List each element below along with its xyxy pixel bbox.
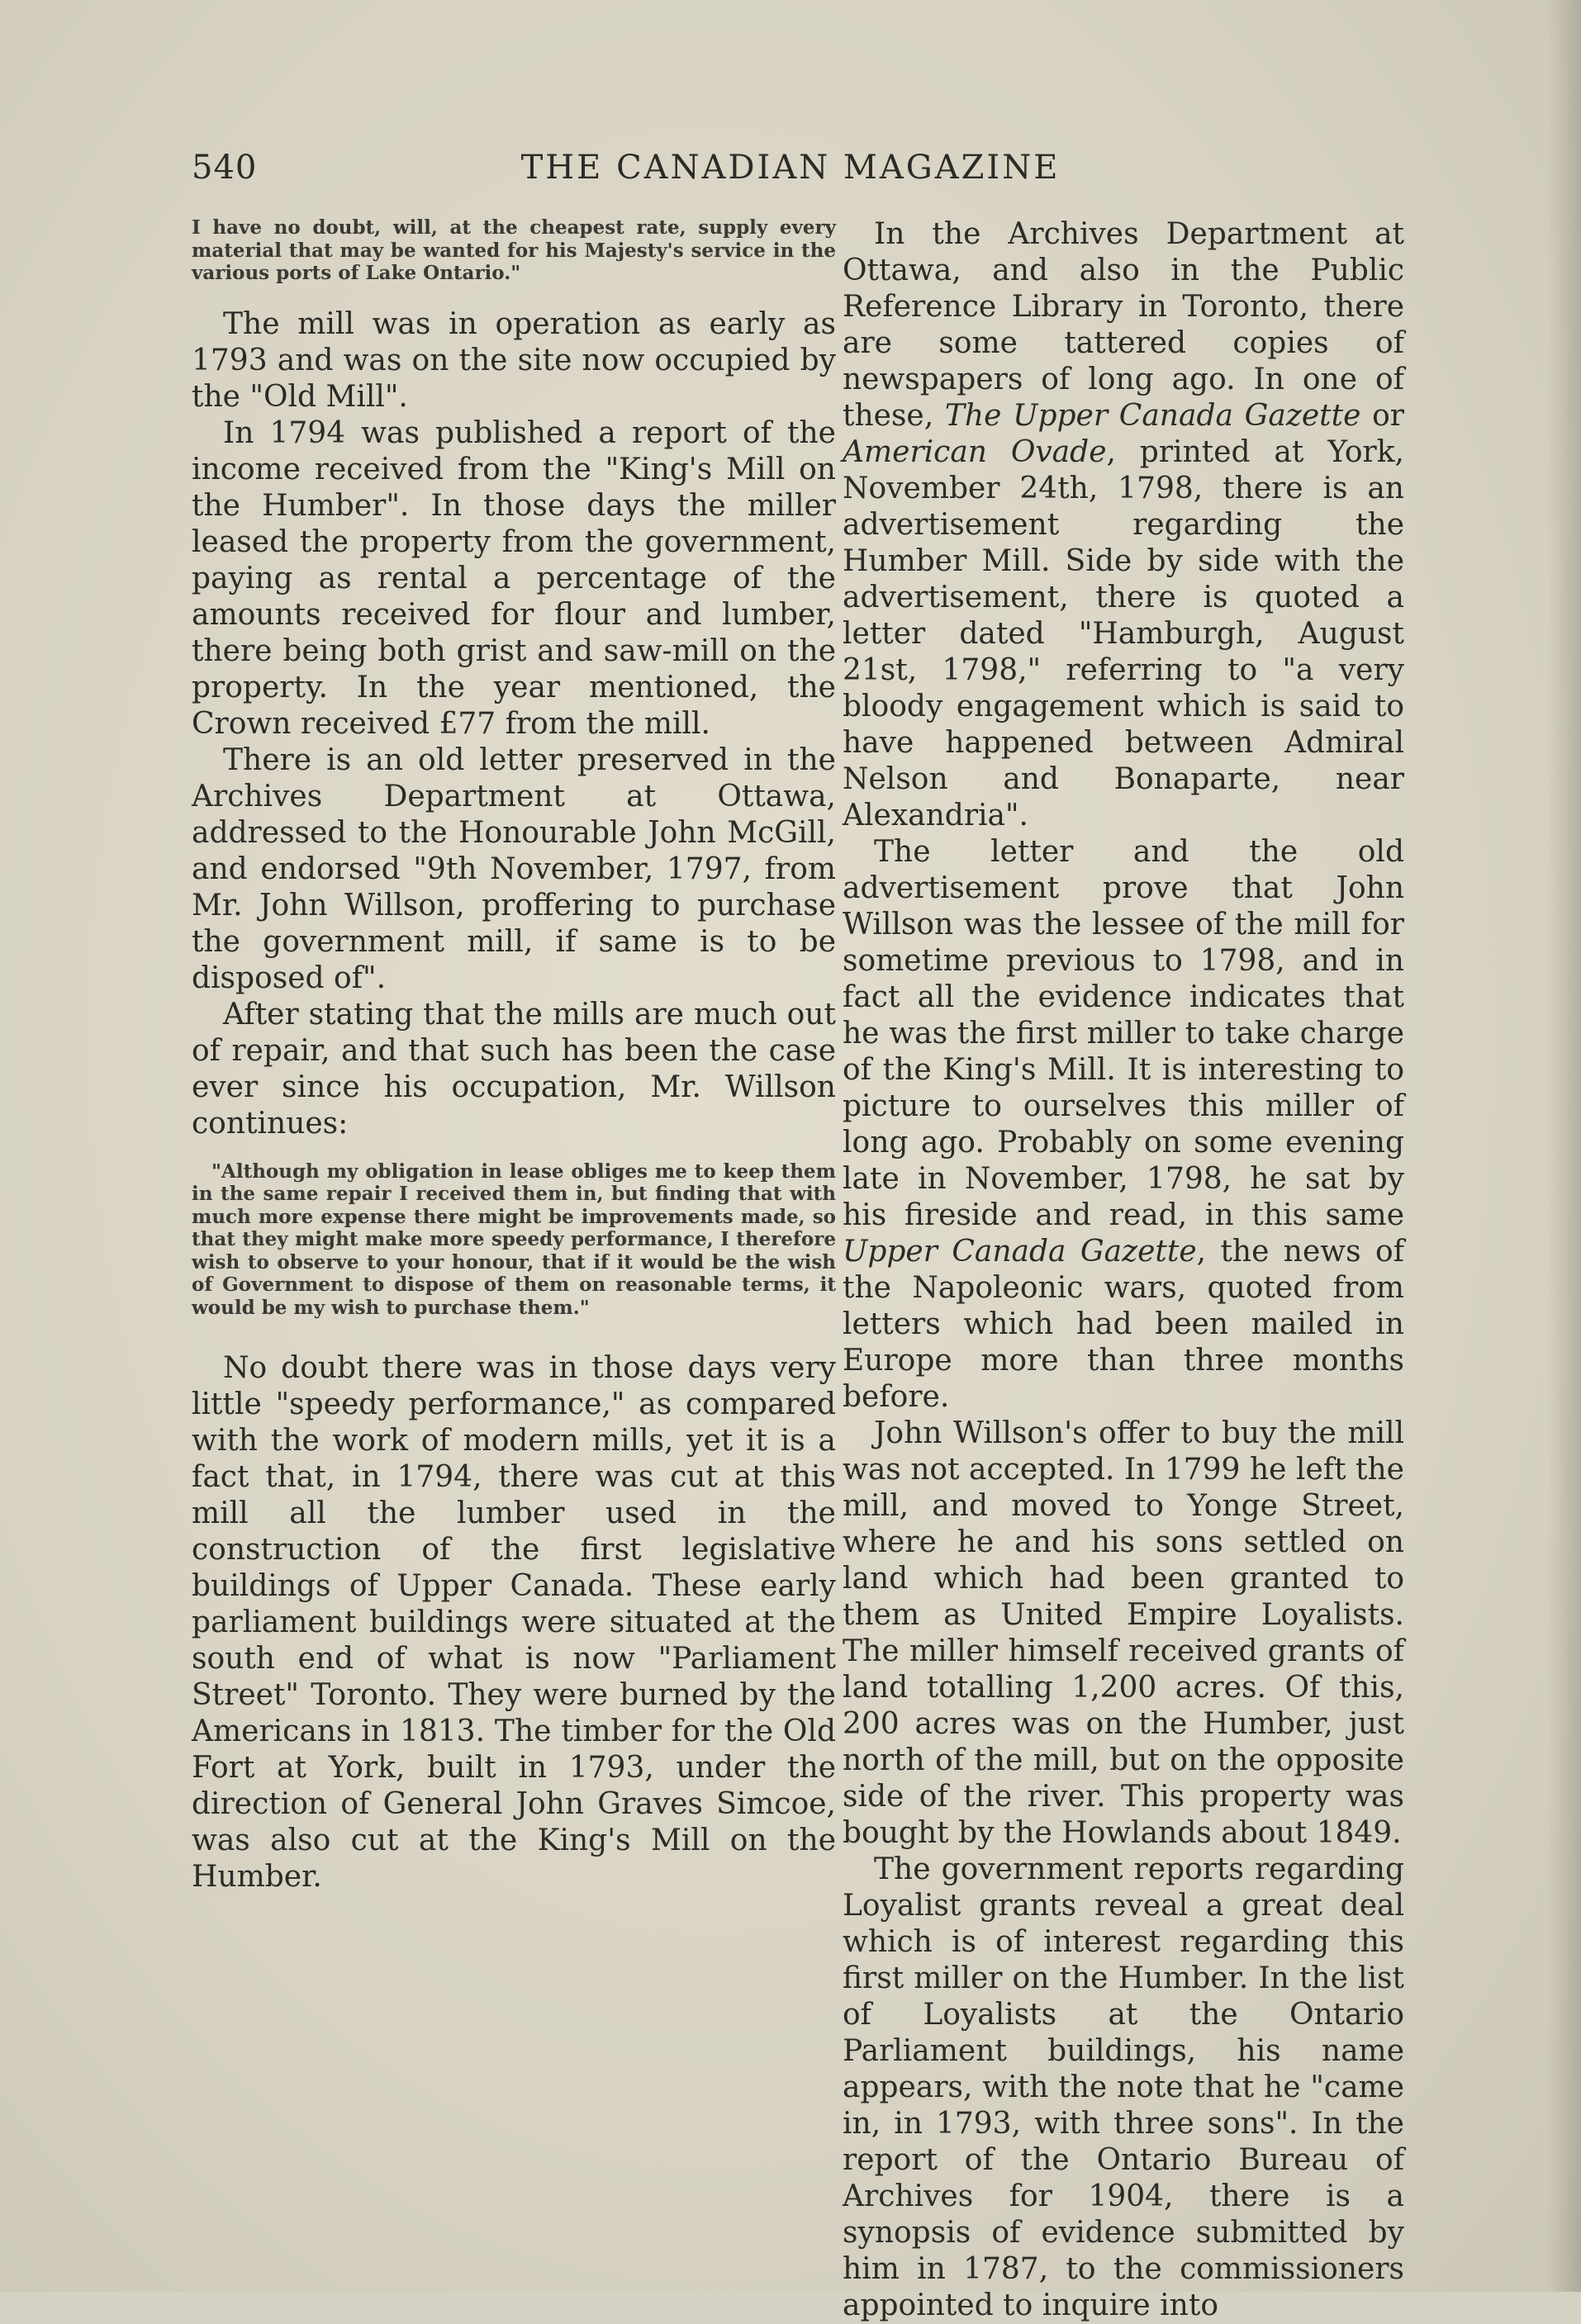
left-column	[192, 216, 836, 1895]
text-run: In the Archives Department at Ottawa, and also in the Public Reference Library in Toronto, there are some tattered copies of newspapers of long ago. In one of these,	[843, 217, 1404, 433]
page-number: 540	[192, 149, 258, 187]
publication-title: Upper Canada Gazette	[843, 1235, 1197, 1269]
text-run: , the news of the Napoleonic wars, quoted from letters which had been mailed in Europe more than three months before.	[843, 1235, 1404, 1414]
text-run: , printed at York, November 24th, 1798, there is an advertisement regarding the Humber Mill. Side by side with the advertisement, there is quoted a letter dated "Hamburgh, August 21st, 1798," referring to "a very bloody engagement which is said to have happened between Admiral Nelson and Bonaparte, near Alexandria".	[843, 435, 1404, 832]
paragraph: There is an old letter preserved in the Archives Department at Ottawa, addressed to the Honourable John McGill, and endorsed "9th November, 1797, from Mr. John Willson, proffering to purchase the government mill, if same is to be disposed of".	[192, 742, 836, 995]
text-run: or	[1360, 399, 1405, 433]
paragraph	[843, 834, 1404, 1416]
paragraph: The mill was in operation as early as 1793 and was on the site now occupied by the "Old Mill".	[192, 306, 836, 414]
paragraph: After stating that the mills are much out of repair, and that such has been the case ever since his occupation, Mr. Willson continues:	[192, 997, 836, 1141]
block-quote: "Although my obligation in lease obliges me to keep them in the same repair I received them in, but finding that with much more expense there might be improvements made, so that they might make more speedy performance, I therefore wish to observe to your honour, that if it would be the wish of Government to dispose of them on reasonable terms, it would be my wish to purchase them."	[192, 1160, 836, 1319]
publication-title: American Ovade	[843, 435, 1107, 469]
publication-title: The Upper Canada Gazette	[944, 399, 1361, 433]
paragraph: No doubt there was in those days very little "speedy performance," as compared with the work of modern mills, yet it is a fact that, in 1794, there was cut at this mill all the lumber used in the construction of the first legislative buildings of Upper Canada. These early parliament buildings were situated at the south end of what is now "Parliament Street" Toronto. They were burned by the Americans in 1813. The timber for the Old Fort at York, built in 1793, under the direction of General John Graves Simcoe, was also cut at the King's Mill on the Humber.	[192, 1351, 836, 1894]
paragraph: John Willson's offer to buy the mill was not accepted. In 1799 he left the mill, and moved to Yonge Street, where he and his sons settled on land which had been granted to them as United Empire Loyalists. The miller himself received grants of land totalling 1,200 acres. Of this, 200 acres was on the Humber, just north of the mill, but on the opposite side of the river. This property was bought by the Howlands about 1849.	[843, 1416, 1404, 1850]
running-title: THE CANADIAN MAGAZINE	[520, 149, 1061, 187]
paragraph: In 1794 was published a report of the income received from the "King's Mill on the Humber". In those days the miller leased the property from the government, paying as rental a percentage of the amounts received for flour and lumber, there being both grist and saw-mill on the property. In the year mentioned, the Crown received £77 from the mill.	[192, 415, 836, 741]
text-run: The letter and the old advertisement prove that John Willson was the lessee of the mill for sometime previous to 1798, and in fact all the evidence indicates that he was the first miller to take charge of the King's Mill. It is interesting to picture to ourselves this miller of long ago. Probably on some evening late in November, 1798, he sat by his fireside and read, in this same	[843, 835, 1404, 1232]
paragraph	[843, 216, 1404, 834]
paragraph: The government reports regarding Loyalist grants reveal a great deal which is of interest regarding this first miller on the Humber. In the list of Loyalists at the Ontario Parliament buildings, his name appears, with the note that he "came in, in 1793, with three sons". In the report of the Ontario Bureau of Archives for 1904, there is a synopsis of evidence submitted by him in 1787, to the commissioners appointed to inquire into	[843, 1852, 1404, 2322]
right-column	[843, 216, 1404, 2324]
page-header	[0, 149, 1581, 198]
page-spine-shadow	[1548, 0, 1581, 2292]
block-quote: I have no doubt, will, at the cheapest rate, supply every material that may be wanted for his Majesty's service in the various ports of Lake Ontario."	[192, 216, 836, 284]
